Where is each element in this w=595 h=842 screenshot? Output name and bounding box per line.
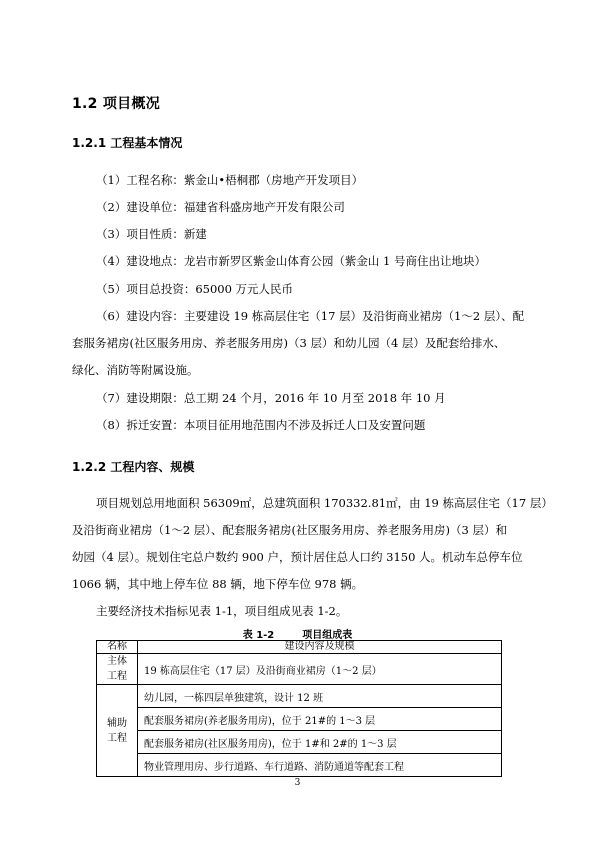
project-composition-table xyxy=(96,640,502,777)
table-caption-number: 表 1-2 xyxy=(242,630,275,641)
header-name: 名称 xyxy=(97,641,138,654)
construction-content-line-1: （6）建设内容：主要建设 19 栋高层住宅（17 层）及沿街商业裙房（1～2 层）、配 xyxy=(96,309,525,323)
scale-paragraph-line-3: 幼园（4 层）。规划住宅总户数约 900 户，预计居住总人口约 3150 人。机动车总停车位 xyxy=(72,550,523,564)
scale-paragraph-line-1: 项目规划总用地面积 56309㎡，总建筑面积 170332.81㎡，由 19 栋高层住宅（17 层） xyxy=(96,496,553,510)
header-content: 建设内容及规模 xyxy=(138,641,502,654)
construction-period-line: （7）建设期限：总工期 24 个月，2016 年 10 月至 2018 年 10 月 xyxy=(96,391,446,405)
section-heading: 1.2 项目概况 xyxy=(72,96,161,112)
investment-line: （5）项目总投资：65000 万元人民币 xyxy=(96,282,294,296)
construction-content-line-2: 套服务裙房(社区服务用房、养老服务用房)（3 层）和幼儿园（4 层）及配套给排水、 xyxy=(72,336,506,350)
table-caption xyxy=(0,626,595,641)
location-line: （4）建设地点：龙岩市新罗区紫金山体育公园（紫金山 1 号商住出让地块） xyxy=(96,254,486,268)
table-reference-line: 主要经济技术指标见表 1-1，项目组成见表 1-2。 xyxy=(96,604,348,618)
aux-engineering-label: 辅助 工程 xyxy=(97,685,138,777)
project-nature-line: （3）项目性质：新建 xyxy=(96,227,207,241)
relocation-line: （8）拆迁安置：本项目征用地范围内不涉及拆迁人口及安置问题 xyxy=(96,418,426,432)
aux-community-service: 配套服务裙房(社区服务用房)，位于 1#和 2#的 1～3 层 xyxy=(138,731,502,754)
table-caption-title: 项目组成表 xyxy=(302,630,353,641)
main-engineering-label: 主体 工程 xyxy=(97,654,138,685)
aux-supporting-works: 物业管理用房、步行道路、车行道路、消防通道等配套工程 xyxy=(138,754,502,777)
table-row-main xyxy=(97,654,502,685)
subsection-heading-basic-info: 1.2.1 工程基本情况 xyxy=(72,136,183,150)
aux-elderly-service: 配套服务裙房(养老服务用房)，位于 21#的 1～3 层 xyxy=(138,708,502,731)
construction-content-line-3: 绿化、消防等附属设施。 xyxy=(72,363,199,377)
aux-kindergarten: 幼儿园，一栋四层单独建筑，设计 12 班 xyxy=(138,685,502,708)
scale-paragraph-line-4: 1066 辆，其中地上停车位 88 辆，地下停车位 978 辆。 xyxy=(72,577,364,591)
table-row-aux-4 xyxy=(97,754,502,777)
page-number: 3 xyxy=(294,778,301,788)
table-header-row xyxy=(97,641,502,654)
builder-line: （2）建设单位：福建省科盛房地产开发有限公司 xyxy=(96,200,345,214)
table-row-aux-2 xyxy=(97,708,502,731)
table-row-aux-3 xyxy=(97,731,502,754)
subsection-heading-scale: 1.2.2 工程内容、规模 xyxy=(72,460,195,474)
scale-paragraph-line-2: 及沿街商业裙房（1～2 层）、配套服务裙房(社区服务用房、养老服务用房)（3 层）和 xyxy=(72,523,507,537)
project-name-line: （1）工程名称：紫金山•梧桐郡（房地产开发项目） xyxy=(96,173,364,187)
table-row-aux-1 xyxy=(97,685,502,708)
main-engineering-content: 19 栋高层住宅（17 层）及沿街商业裙房（1～2 层） xyxy=(138,654,502,685)
